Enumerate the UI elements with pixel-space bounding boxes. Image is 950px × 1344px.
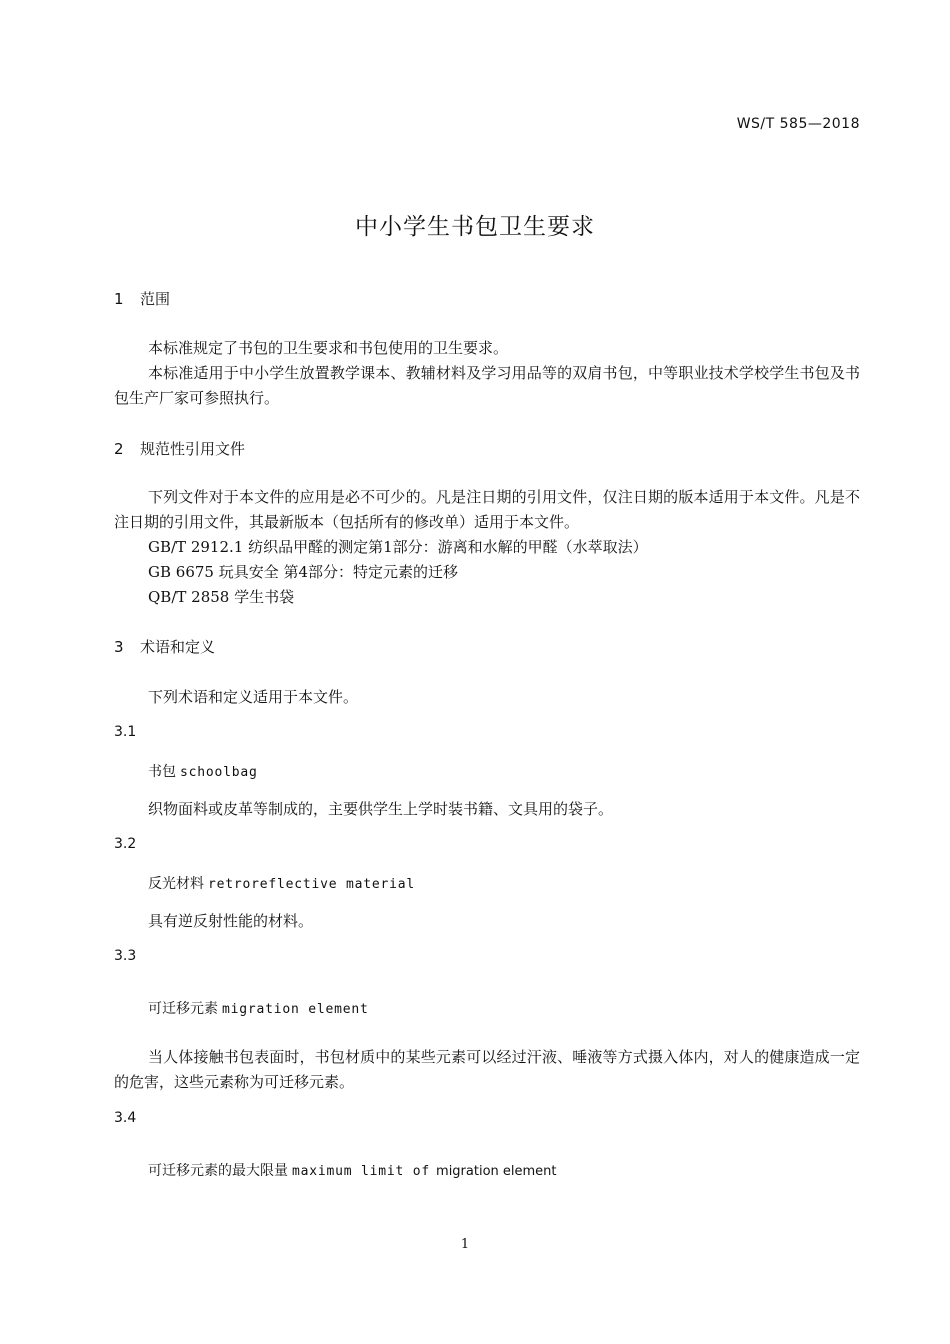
term-number: 3.3 xyxy=(114,948,137,964)
term-definition: 织物面料或皮革等制成的，主要供学生上学时装书籍、文具用的袋子。 xyxy=(148,800,614,818)
reference-item: QB/T 2858 学生书袋 xyxy=(148,588,295,606)
term-heading xyxy=(148,761,258,781)
section-heading-scope xyxy=(114,288,170,309)
document-title: 中小学生书包卫生要求 xyxy=(355,214,595,240)
reference-item: GB/T 2912.1 纺织品甲醛的测定第1部分：游离和水解的甲醛（水萃取法） xyxy=(148,538,648,556)
section-title: 规范性引用文件 xyxy=(140,440,246,458)
section-title: 范围 xyxy=(140,290,171,308)
term-english: schoolbag xyxy=(180,765,258,780)
term-chinese: 可迁移元素的最大限量 xyxy=(148,1163,288,1179)
term-heading xyxy=(148,998,369,1018)
section-heading-normative-references xyxy=(114,438,245,459)
term-english: retroreflective material xyxy=(208,877,416,892)
terms-intro-paragraph: 下列术语和定义适用于本文件。 xyxy=(148,688,359,706)
standard-code: WS/T 585—2018 xyxy=(736,116,860,132)
term-heading xyxy=(148,1160,557,1180)
term-definition: 当人体接触书包表面时，书包材质中的某些元素可以经过汗液、唾液等方式摄入体内，对人的健康造成一定的危害，这些元素称为可迁移元素。 xyxy=(114,1048,860,1091)
term-number: 3.2 xyxy=(114,836,137,852)
references-intro-paragraph: 下列文件对于本文件的应用是必不可少的。凡是注日期的引用文件，仅注日期的版本适用于本文件。凡是不注日期的引用文件，其最新版本（包括所有的修改单）适用于本文件。 xyxy=(114,488,860,531)
term-number: 3.4 xyxy=(114,1110,137,1126)
reference-item: GB 6675 玩具安全 第4部分：特定元素的迁移 xyxy=(148,563,459,581)
section-title: 术语和定义 xyxy=(140,638,216,656)
section-heading-terms-definitions xyxy=(114,636,215,657)
term-english-continued: migration element xyxy=(436,1164,557,1179)
term-english: maximum limit of xyxy=(292,1164,431,1179)
scope-paragraph-2: 本标准适用于中小学生放置教学课本、教辅材料及学习用品等的双肩书包，中等职业技术学校学生书包及书包生产厂家可参照执行。 xyxy=(114,364,860,407)
section-number: 2 xyxy=(114,440,124,458)
term-chinese: 反光材料 xyxy=(148,876,204,892)
term-chinese: 可迁移元素 xyxy=(148,1001,218,1017)
page-number-text: 1 xyxy=(460,1237,470,1252)
term-english: migration element xyxy=(222,1002,369,1017)
term-definition: 具有逆反射性能的材料。 xyxy=(148,912,314,930)
section-number: 1 xyxy=(114,290,124,308)
term-heading xyxy=(148,873,415,893)
term-number: 3.1 xyxy=(114,724,137,740)
page-number xyxy=(0,1237,950,1252)
section-number: 3 xyxy=(114,638,124,656)
scope-paragraph-1: 本标准规定了书包的卫生要求和书包使用的卫生要求。 xyxy=(148,339,509,357)
term-chinese: 书包 xyxy=(148,764,176,780)
